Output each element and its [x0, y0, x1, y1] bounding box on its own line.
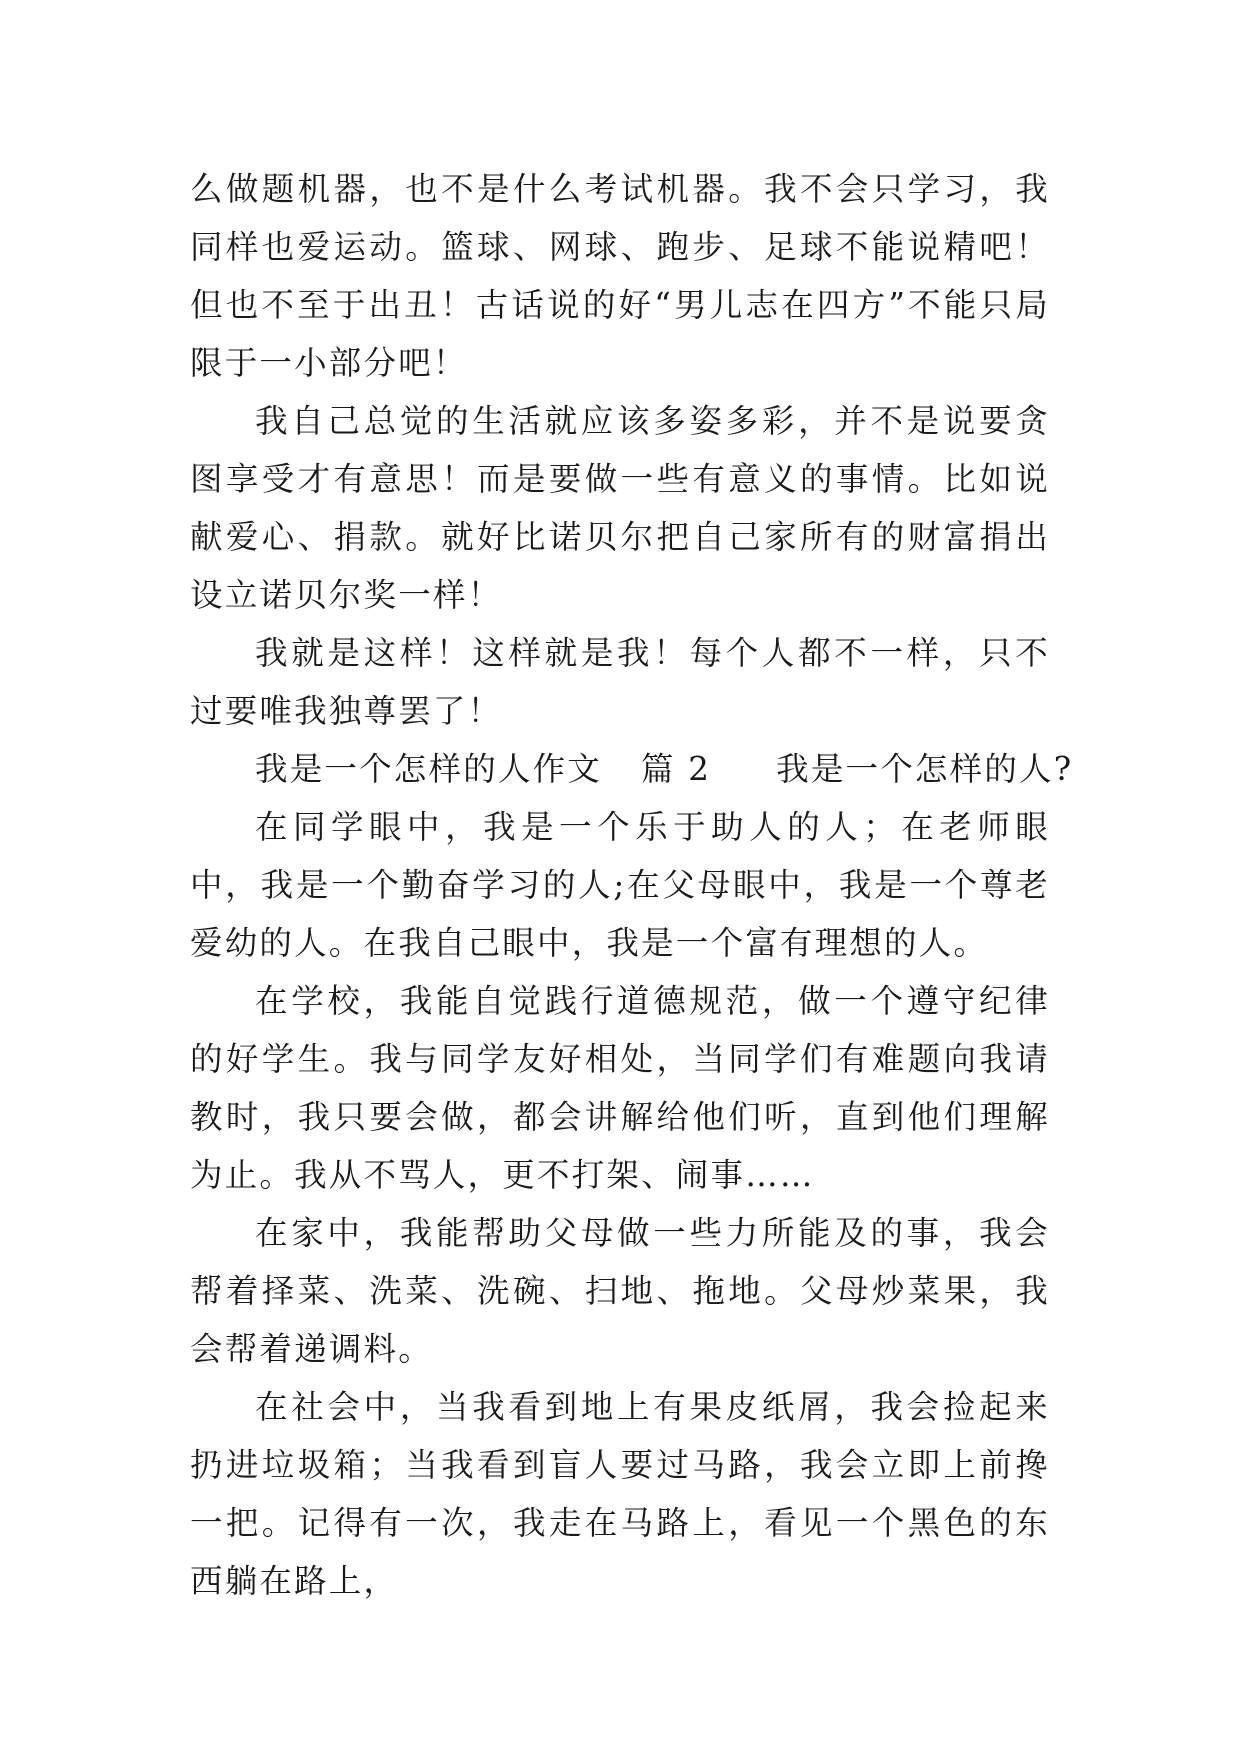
paragraph-3: 我就是这样！这样就是我！每个人都不一样，只不过要唯我独尊罢了！: [190, 634, 1050, 730]
section-subtitle: 我是一个怎样的人?: [776, 750, 1074, 788]
section-part-label: 篇 2: [641, 750, 712, 788]
paragraph-6: 在家中，我能帮助父母做一些力所能及的事，我会帮着择菜、洗菜、洗碗、扫地、拖地。父母炒菜果，我会帮着递调料。: [190, 1214, 1050, 1368]
section-heading: [190, 740, 1074, 798]
document-body: [190, 160, 1074, 1610]
paragraph-2: 我自己总觉的生活就应该多姿多彩，并不是说要贪图享受才有意思！而是要做一些有意义的事情。比如说献爱心、捐款。就好比诺贝尔把自己家所有的财富捐出设立诺贝尔奖一样！: [190, 402, 1050, 614]
paragraph-5: 在学校，我能自觉践行道德规范，做一个遵守纪律的好学生。我与同学友好相处，当同学们有难题向我请教时，我只要会做，都会讲解给他们听，直到他们理解为止。我从不骂人，更不打架、闹事……: [190, 982, 1050, 1194]
paragraph-1: 么做题机器，也不是什么考试机器。我不会只学习，我同样也爱运动。篮球、网球、跑步、足球不能说精吧！但也不至于出丑！古话说的好“男儿志在四方”不能只局限于一小部分吧！: [190, 170, 1050, 382]
paragraph-7: 在社会中，当我看到地上有果皮纸屑，我会捡起来扔进垃圾箱；当我看到盲人要过马路，我会立即上前搀一把。记得有一次，我走在马路上，看见一个黑色的东西躺在路上，: [190, 1388, 1050, 1600]
section-title: 我是一个怎样的人作文: [255, 750, 603, 788]
paragraph-4: 在同学眼中，我是一个乐于助人的人；在老师眼中，我是一个勤奋学习的人;在父母眼中，我是一个尊老爱幼的人。在我自己眼中，我是一个富有理想的人。: [190, 808, 1050, 962]
